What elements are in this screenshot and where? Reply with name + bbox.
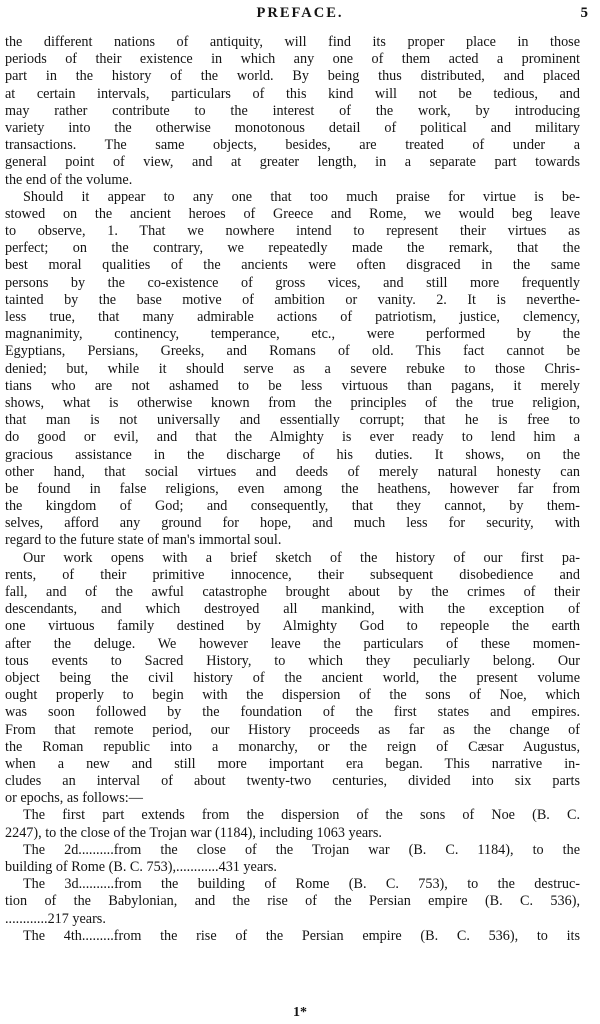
text-line: do good or evil, and that the Almighty is ever ready to lend him a bbox=[5, 429, 580, 446]
text-line: ............217 years. bbox=[5, 910, 106, 927]
text-line: denied; but, while it should serve as a severe rebuke to those Chris- bbox=[5, 360, 580, 377]
text-line: Egyptians, Persians, Greeks, and Romans of old. This fact cannot be bbox=[5, 343, 580, 360]
text-line: regard to the future state of man's immortal soul. bbox=[5, 532, 282, 549]
text-line: after the deluge. We however leave the particulars of these momen- bbox=[5, 635, 580, 652]
text-line: one virtuous family destined by Almighty God to repeople the earth bbox=[5, 618, 580, 635]
text-line: part in the history of the world. By being thus distributed, and placed bbox=[5, 68, 580, 85]
text-line: be found in false religions, even among the heathens, however far from bbox=[5, 480, 580, 497]
paragraph bbox=[5, 34, 580, 189]
text-line: persons by the co-existence of gross vices, and still more frequently bbox=[5, 274, 580, 291]
text-line: perfect; on the contrary, we repeatedly made the remark, that the bbox=[5, 240, 580, 257]
text-line: magnanimity, continency, temperance, etc., were performed by the bbox=[5, 326, 580, 343]
body-text bbox=[5, 34, 580, 945]
text-line: the different nations of antiquity, will find its proper place in those bbox=[5, 34, 580, 50]
text-line: tous events to Sacred History, to which they peculiarly belong. Our bbox=[5, 652, 580, 669]
text-line: stowed on the ancient heroes of Greece and Rome, we would beg leave bbox=[5, 205, 580, 222]
text-line: at certain intervals, particulars of this kind will not be tedious, and bbox=[5, 85, 580, 102]
text-line: selves, afford any ground for hope, and much less for security, with bbox=[5, 515, 580, 532]
text-line: tion of the Babylonian, and the rise of the Persian empire (B. C. 536), bbox=[5, 893, 580, 910]
text-line: The first part extends from the dispersion of the sons of Noe (B. C. bbox=[23, 807, 580, 824]
text-line: 2247), to the close of the Trojan war (1184), including 1063 years. bbox=[5, 824, 382, 841]
paragraph bbox=[5, 550, 580, 808]
paragraph bbox=[5, 842, 580, 876]
paragraph bbox=[5, 876, 580, 928]
text-line: tians who are not ashamed to be less virtuous than pagans, it merely bbox=[5, 377, 580, 394]
text-line: shows, what is otherwise known from the principles of the true religion, bbox=[5, 394, 580, 411]
text-line: variety into the otherwise monotonous detail of political and military bbox=[5, 119, 580, 136]
text-line: to observe, 1. That we nowhere intend to represent their virtues as bbox=[5, 223, 580, 240]
page-number: 5 bbox=[580, 5, 588, 21]
text-line: best moral qualities of the ancients were often disgraced in the same bbox=[5, 257, 580, 274]
text-line: the kingdom of God; and consequently, that they cannot, by them- bbox=[5, 498, 580, 515]
text-line: fall, and of the awful catastrophe brought about by the crimes of their bbox=[5, 584, 580, 600]
text-line: descendants, and which destroyed all mankind, with the exception of bbox=[5, 601, 580, 618]
text-line: Our work opens with a brief sketch of the history of our first pa- bbox=[23, 549, 580, 566]
text-line: rents, of their primitive innocence, their subsequent disobedience and bbox=[5, 566, 580, 583]
running-head: PREFACE. bbox=[256, 5, 344, 21]
paragraph bbox=[5, 928, 580, 945]
text-line: less true, that many admirable actions of patriotism, justice, clemency, bbox=[5, 309, 580, 325]
text-line: gracious assistance in the discharge of his duties. It shows, on the bbox=[5, 446, 580, 463]
paragraph bbox=[5, 189, 580, 550]
text-line: periods of their existence in which any one of them acted a prominent bbox=[5, 51, 580, 68]
text-line: the Roman republic into a monarchy, or the reign of Cæsar Augustus, bbox=[5, 738, 580, 755]
text-line: From that remote period, our History proceeds as far as the change of bbox=[5, 721, 580, 738]
text-line: the end of the volume. bbox=[5, 171, 133, 188]
page-header bbox=[0, 5, 600, 25]
text-line: cludes an interval of about twenty-two centuries, divided into six parts bbox=[5, 773, 580, 790]
signature-mark: 1* bbox=[293, 1005, 307, 1020]
text-line: The 2d..........from the close of the Trojan war (B. C. 1184), to the bbox=[23, 841, 580, 858]
text-line: or epochs, as follows:— bbox=[5, 790, 143, 807]
text-line: tainted by the base motive of ambition or vanity. 2. It is neverthe- bbox=[5, 291, 580, 308]
text-line: The 4th.........from the rise of the Persian empire (B. C. 536), to its bbox=[23, 927, 580, 944]
text-line: object being the civil history of the ancient world, the present volume bbox=[5, 669, 580, 686]
text-line: Should it appear to any one that too much praise for virtue is be- bbox=[23, 188, 580, 205]
text-line: transactions. The same objects, besides, are treated of under a bbox=[5, 137, 580, 154]
text-line: when a new and still more important era began. This narrative in- bbox=[5, 755, 580, 772]
text-line: The 3d..........from the building of Rome (B. C. 753), to the destruc- bbox=[23, 876, 580, 893]
paragraph bbox=[5, 807, 580, 841]
text-line: was soon followed by the foundation of the first states and empires. bbox=[5, 704, 580, 721]
text-line: ought properly to begin with the dispersion of the sons of Noe, which bbox=[5, 687, 580, 704]
text-line: other hand, that social virtues and deeds of merely natural honesty can bbox=[5, 463, 580, 480]
text-line: building of Rome (B. C. 753),............431 years. bbox=[5, 859, 277, 875]
text-line: general point of view, and at greater length, in a separate part towards bbox=[5, 154, 580, 171]
text-line: that man is not universally and essentially corrupt; that he is free to bbox=[5, 412, 580, 429]
text-line: may rather contribute to the interest of the work, by introducing bbox=[5, 102, 580, 119]
